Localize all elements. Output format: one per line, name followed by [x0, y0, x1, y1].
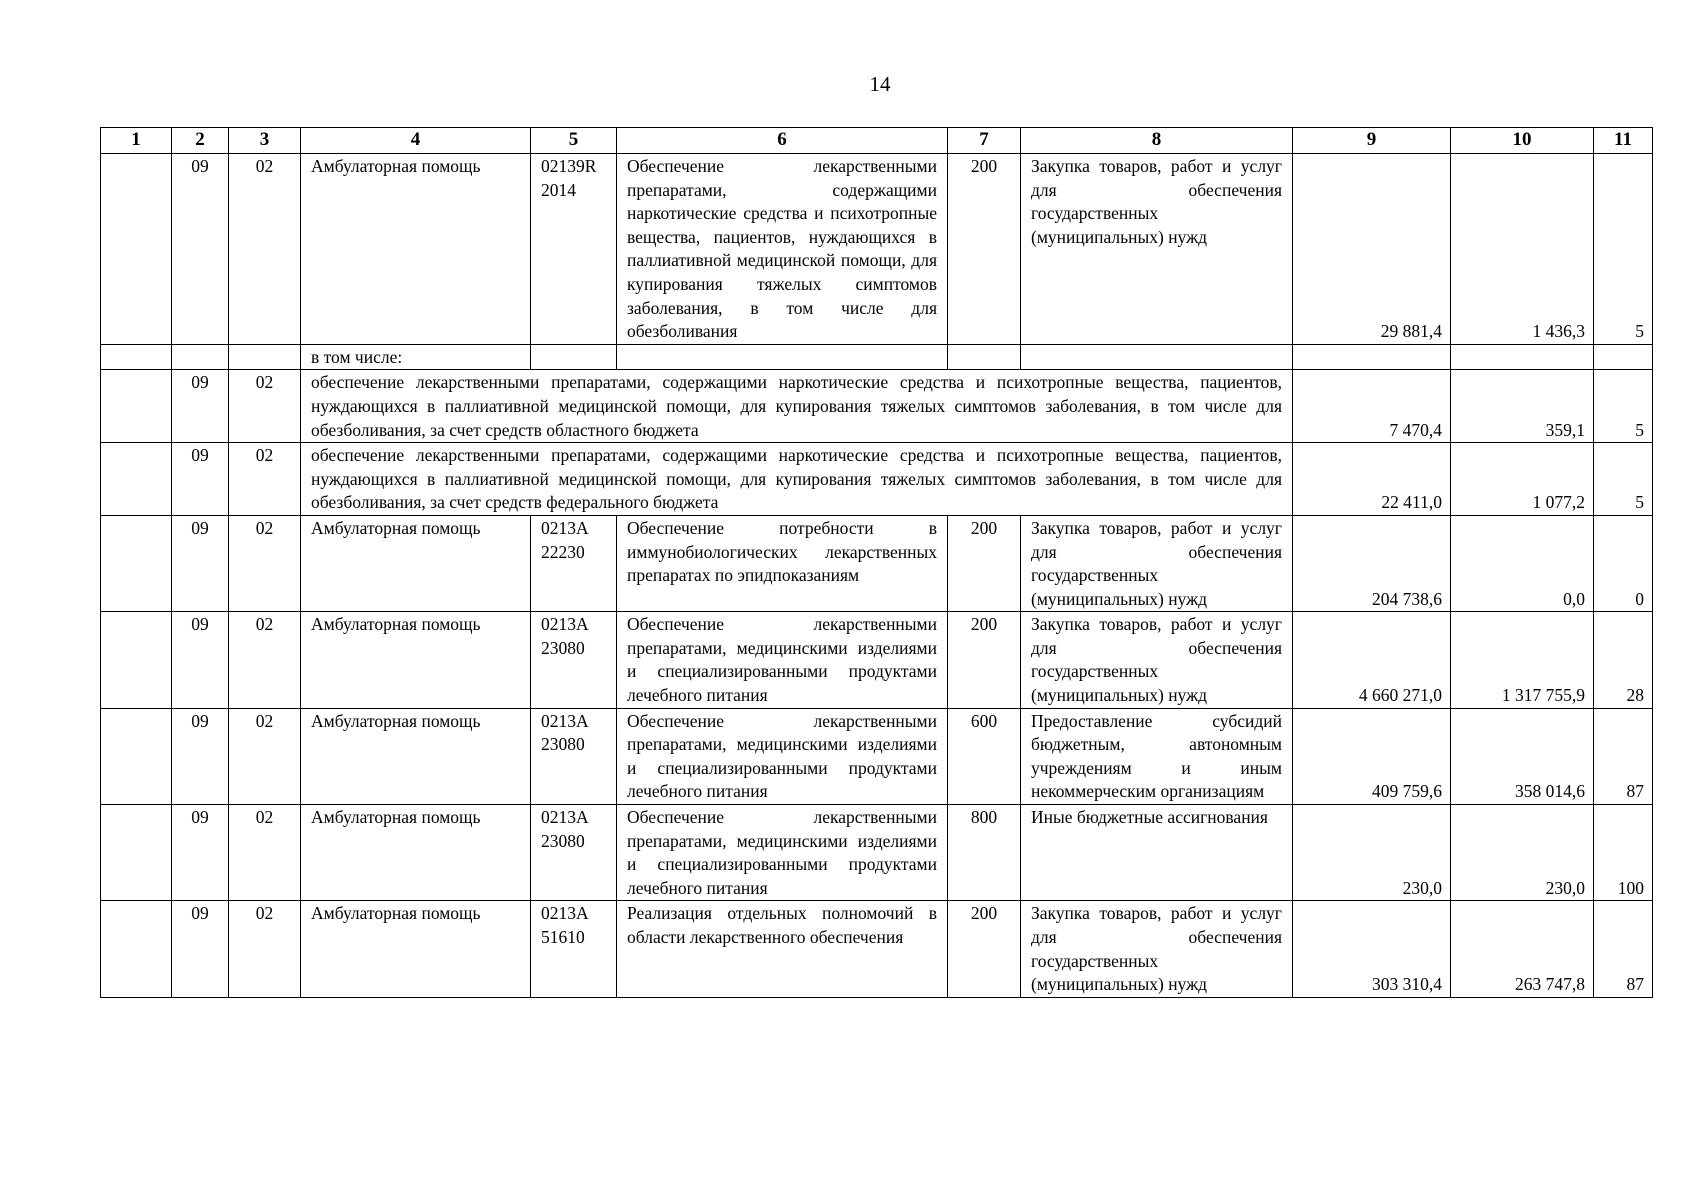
cell-target-code: 0213А 23080 [531, 805, 617, 901]
col-header-10: 10 [1451, 128, 1594, 154]
cell-expense-kind-name: Иные бюджетные ассигнования [1021, 805, 1293, 901]
col-header-5: 5 [531, 128, 617, 154]
cell-col10: 1 436,3 [1451, 154, 1594, 345]
cell-section-code: 09 [172, 443, 229, 516]
cell-subsection-code: 02 [229, 370, 301, 443]
cell-expense-kind-name: Закупка товаров, работ и услуг для обеспечения государственных (муниципальных) нужд [1021, 154, 1293, 345]
cell-target-code: 0213А 23080 [531, 612, 617, 708]
table-row [101, 370, 1653, 443]
cell-section-code: 09 [172, 154, 229, 345]
cell-subsection-code: 02 [229, 612, 301, 708]
cell-expense-kind-name: Предоставление субсидий бюджетным, автономным учреждениям и иным некоммерческим организациям [1021, 708, 1293, 804]
cell-col11: 5 [1594, 154, 1653, 345]
col-header-1: 1 [101, 128, 172, 154]
cell-col9: 29 881,4 [1293, 154, 1451, 345]
cell-col1 [101, 805, 172, 901]
cell-section-name: Амбулаторная помощь [301, 515, 531, 611]
table-row [101, 154, 1653, 345]
cell-expense-kind: 200 [948, 901, 1021, 997]
cell-target-name: Обеспечение лекарственными препаратами, содержащими наркотические средства и психотропные вещества, пациентов, нуждающихся в паллиативной медицинской помощи, для купирования тяжелых симптомов заболевания, в том числе для обезболивания [617, 154, 948, 345]
cell-subsection-code: 02 [229, 515, 301, 611]
cell-col9: 230,0 [1293, 805, 1451, 901]
col-header-4: 4 [301, 128, 531, 154]
cell-col10: 230,0 [1451, 805, 1594, 901]
cell-col1 [101, 154, 172, 345]
table-row [101, 805, 1653, 901]
cell-col1 [101, 612, 172, 708]
cell-section-code: 09 [172, 370, 229, 443]
table-row [101, 901, 1653, 997]
cell-subsection-code: 02 [229, 443, 301, 516]
cell-target-code: 02139R 2014 [531, 154, 617, 345]
col-header-6: 6 [617, 128, 948, 154]
cell-target-name: Обеспечение потребности в иммунобиологических лекарственных препаратах по эпидпоказаниям [617, 515, 948, 611]
cell-section-code: 09 [172, 901, 229, 997]
cell-section-name: Амбулаторная помощь [301, 612, 531, 708]
cell-section-code: 09 [172, 708, 229, 804]
cell-col10: 1 317 755,9 [1451, 612, 1594, 708]
cell-expense-kind-name: Закупка товаров, работ и услуг для обеспечения государственных (муниципальных) нужд [1021, 901, 1293, 997]
cell-target-code: 0213А 51610 [531, 901, 617, 997]
cell-section-name: Амбулаторная помощь [301, 805, 531, 901]
col-header-9: 9 [1293, 128, 1451, 154]
cell-expense-kind: 200 [948, 154, 1021, 345]
cell-col1 [101, 370, 172, 443]
table-row [101, 708, 1653, 804]
cell-col11: 0 [1594, 515, 1653, 611]
cell-col1 [101, 443, 172, 516]
cell-expense-kind: 600 [948, 708, 1021, 804]
cell-col11: 87 [1594, 901, 1653, 997]
cell-col9: 7 470,4 [1293, 370, 1451, 443]
col-header-8: 8 [1021, 128, 1293, 154]
cell-section-name: Амбулаторная помощь [301, 708, 531, 804]
cell-col11: 28 [1594, 612, 1653, 708]
cell-col11: 100 [1594, 805, 1653, 901]
cell-col1 [101, 708, 172, 804]
cell-col10: 263 747,8 [1451, 901, 1594, 997]
cell-section-code: 09 [172, 612, 229, 708]
cell-col9: 409 759,6 [1293, 708, 1451, 804]
cell-target-code: 0213А 22230 [531, 515, 617, 611]
cell-target-code: 0213А 23080 [531, 708, 617, 804]
table-row [101, 612, 1653, 708]
cell-target-name: Реализация отдельных полномочий в области лекарственного обеспечения [617, 901, 948, 997]
cell-col9: 303 310,4 [1293, 901, 1451, 997]
cell-col11: 87 [1594, 708, 1653, 804]
cell-expense-kind-name: Закупка товаров, работ и услуг для обеспечения государственных (муниципальных) нужд [1021, 612, 1293, 708]
table-row [101, 515, 1653, 611]
cell-col9: 204 738,6 [1293, 515, 1451, 611]
cell-col10: 358 014,6 [1451, 708, 1594, 804]
cell-target-name: Обеспечение лекарственными препаратами, медицинскими изделиями и специализированными продуктами лечебного питания [617, 612, 948, 708]
cell-expense-kind: 800 [948, 805, 1021, 901]
cell-col1 [101, 901, 172, 997]
cell-expense-kind-name: Закупка товаров, работ и услуг для обеспечения государственных (муниципальных) нужд [1021, 515, 1293, 611]
col-header-3: 3 [229, 128, 301, 154]
cell-col11: 5 [1594, 370, 1653, 443]
cell-subsection-code: 02 [229, 805, 301, 901]
table-row [101, 344, 1653, 370]
col-header-7: 7 [948, 128, 1021, 154]
cell-target-name: Обеспечение лекарственными препаратами, медицинскими изделиями и специализированными продуктами лечебного питания [617, 708, 948, 804]
cell-label: в том числе: [301, 344, 531, 370]
col-header-2: 2 [172, 128, 229, 154]
cell-section-code: 09 [172, 515, 229, 611]
cell-merged-description: обеспечение лекарственными препаратами, содержащими наркотические средства и психотропные вещества, пациентов, нуждающихся в паллиативной медицинской помощи, для купирования тяжелых симптомов заболевания, в том числе для обезболивания, за счет средств областного бюджета [301, 370, 1293, 443]
cell-subsection-code: 02 [229, 708, 301, 804]
cell-section-code: 09 [172, 805, 229, 901]
cell-col1 [101, 515, 172, 611]
cell-expense-kind: 200 [948, 612, 1021, 708]
cell-subsection-code: 02 [229, 154, 301, 345]
cell-target-name: Обеспечение лекарственными препаратами, медицинскими изделиями и специализированными продуктами лечебного питания [617, 805, 948, 901]
page-number: 14 [869, 72, 891, 96]
cell-expense-kind: 200 [948, 515, 1021, 611]
col-header-11: 11 [1594, 128, 1653, 154]
budget-table [100, 127, 1653, 998]
cell-col9: 22 411,0 [1293, 443, 1451, 516]
cell-col10: 0,0 [1451, 515, 1594, 611]
header-row [101, 128, 1653, 154]
cell-section-name: Амбулаторная помощь [301, 901, 531, 997]
cell-merged-description: обеспечение лекарственными препаратами, содержащими наркотические средства и психотропные вещества, пациентов, нуждающихся в паллиативной медицинской помощи, для купирования тяжелых симптомов заболевания, в том числе для обезболивания, за счет средств федерального бюджета [301, 443, 1293, 516]
cell-col11: 5 [1594, 443, 1653, 516]
cell-col10: 359,1 [1451, 370, 1594, 443]
table-row [101, 443, 1653, 516]
cell-col9: 4 660 271,0 [1293, 612, 1451, 708]
cell-section-name: Амбулаторная помощь [301, 154, 531, 345]
cell-subsection-code: 02 [229, 901, 301, 997]
cell-col10: 1 077,2 [1451, 443, 1594, 516]
